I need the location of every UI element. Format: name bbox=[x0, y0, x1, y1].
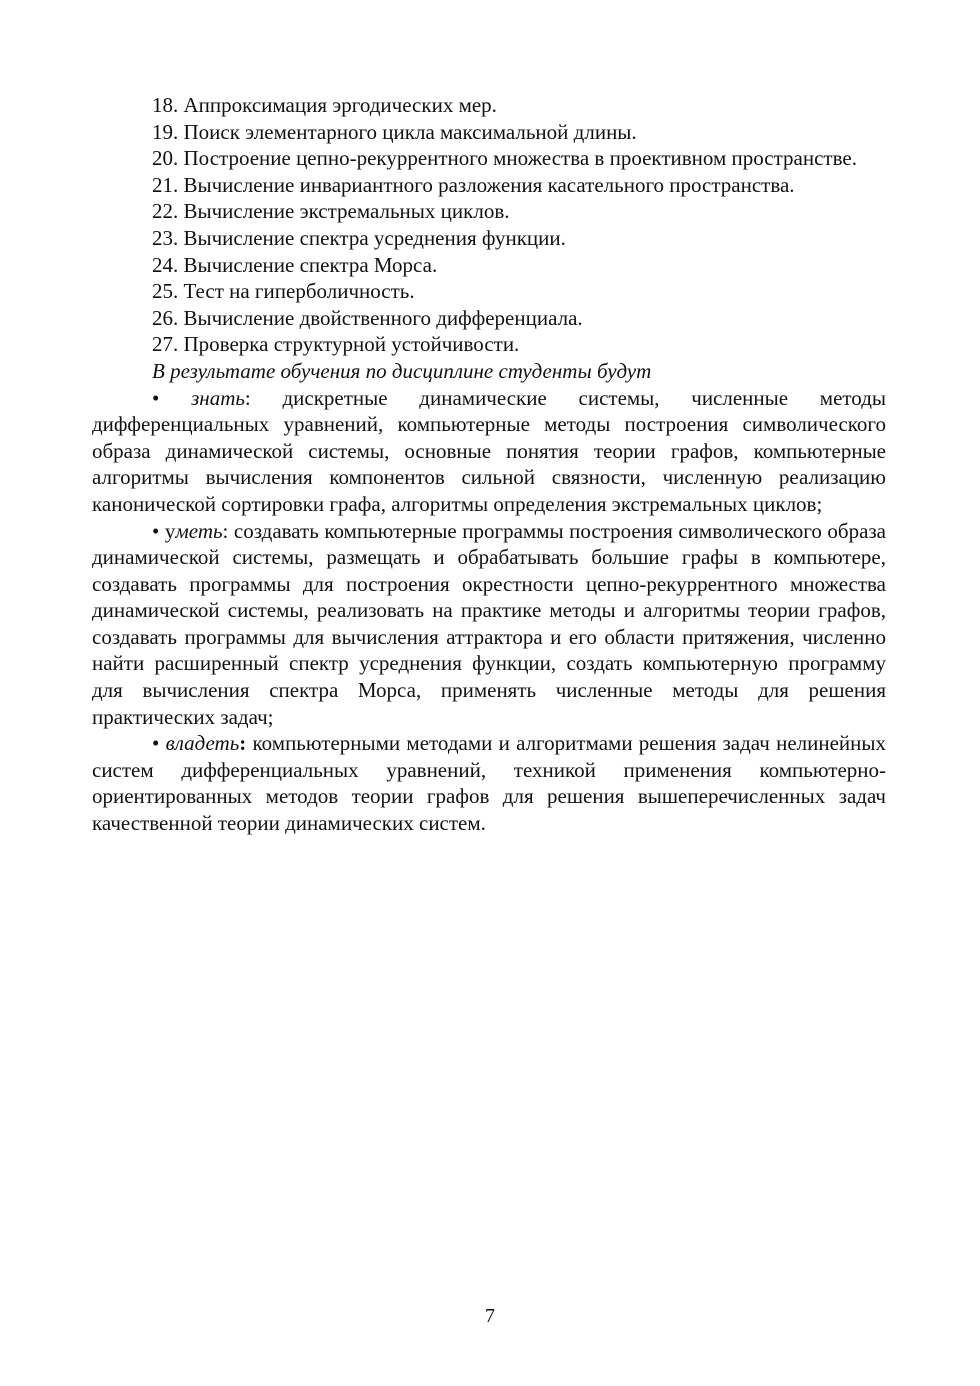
bullet-icon: • bbox=[152, 385, 160, 410]
outcome-can bbox=[92, 518, 886, 731]
outcome-term-can-prefix: у bbox=[164, 518, 176, 543]
outcome-term-know: знать bbox=[191, 385, 245, 410]
outcome-term-can: меть bbox=[175, 518, 223, 543]
list-item: 18. Аппроксимация эргодических мер. bbox=[152, 93, 497, 117]
list-item: 20. Построение цепно-рекуррентного множества в проективном пространстве. bbox=[152, 146, 857, 171]
outcome-term-master: владеть bbox=[165, 731, 240, 756]
task-list bbox=[92, 92, 886, 358]
outcomes-intro: В результате обучения по дисциплине студенты будут bbox=[152, 358, 652, 383]
outcome-text-know: : дискретные динамические системы, численные методы дифференциальных уравнений, компьютерные методы построения символического образа динамической системы, основные понятия теории графов, компьютерные алгоритмы вычисления компонентов сильной связности, численную реализацию канонической сортировки графа, алгоритмы определения экстремальных циклов; bbox=[92, 385, 887, 516]
list-item: 25. Тест на гиперболичность. bbox=[152, 279, 415, 304]
document-page bbox=[92, 92, 886, 837]
bullet-icon: • bbox=[152, 731, 160, 756]
outcome-know bbox=[92, 385, 886, 518]
outcome-master bbox=[92, 730, 886, 836]
list-item: 19. Поиск элементарного цикла максимальной длины. bbox=[152, 119, 637, 144]
outcome-colon-master: : bbox=[239, 731, 247, 756]
list-item: 23. Вычисление спектра усреднения функции. bbox=[152, 225, 566, 250]
bullet-icon: • bbox=[152, 518, 160, 543]
list-item: 22. Вычисление экстремальных циклов. bbox=[152, 199, 510, 224]
outcome-text-can: : создавать компьютерные программы построения символического образа динамической системы, размещать и обрабатывать большие графы в компьютере, создавать программы для построения окрестности цепно-рекуррентного множества динамической системы, реализовать на практике методы и алгоритмы теории графов, создавать программы для вычисления аттрактора и его области притяжения, численно найти расширенный спектр усреднения функции, создать компьютерную программу для вычисления спектра Морса, применять численные методы для решения практических задач; bbox=[92, 518, 887, 729]
page-number: 7 bbox=[485, 1305, 495, 1327]
list-item: 26. Вычисление двойственного дифференциала. bbox=[152, 305, 583, 330]
outcome-text-master: компьютерными методами и алгоритмами решения задач нелинейных систем дифференциальных уравнений, техникой применения компьютерно-ориентированных методов теории графов для решения вышеперечисленных задач качественной теории динамических систем. bbox=[92, 731, 887, 836]
list-item: 27. Проверка структурной устойчивости. bbox=[152, 332, 520, 357]
list-item: 21. Вычисление инвариантного разложения касательного пространства. bbox=[152, 172, 795, 197]
list-item: 24. Вычисление спектра Морса. bbox=[152, 252, 438, 277]
